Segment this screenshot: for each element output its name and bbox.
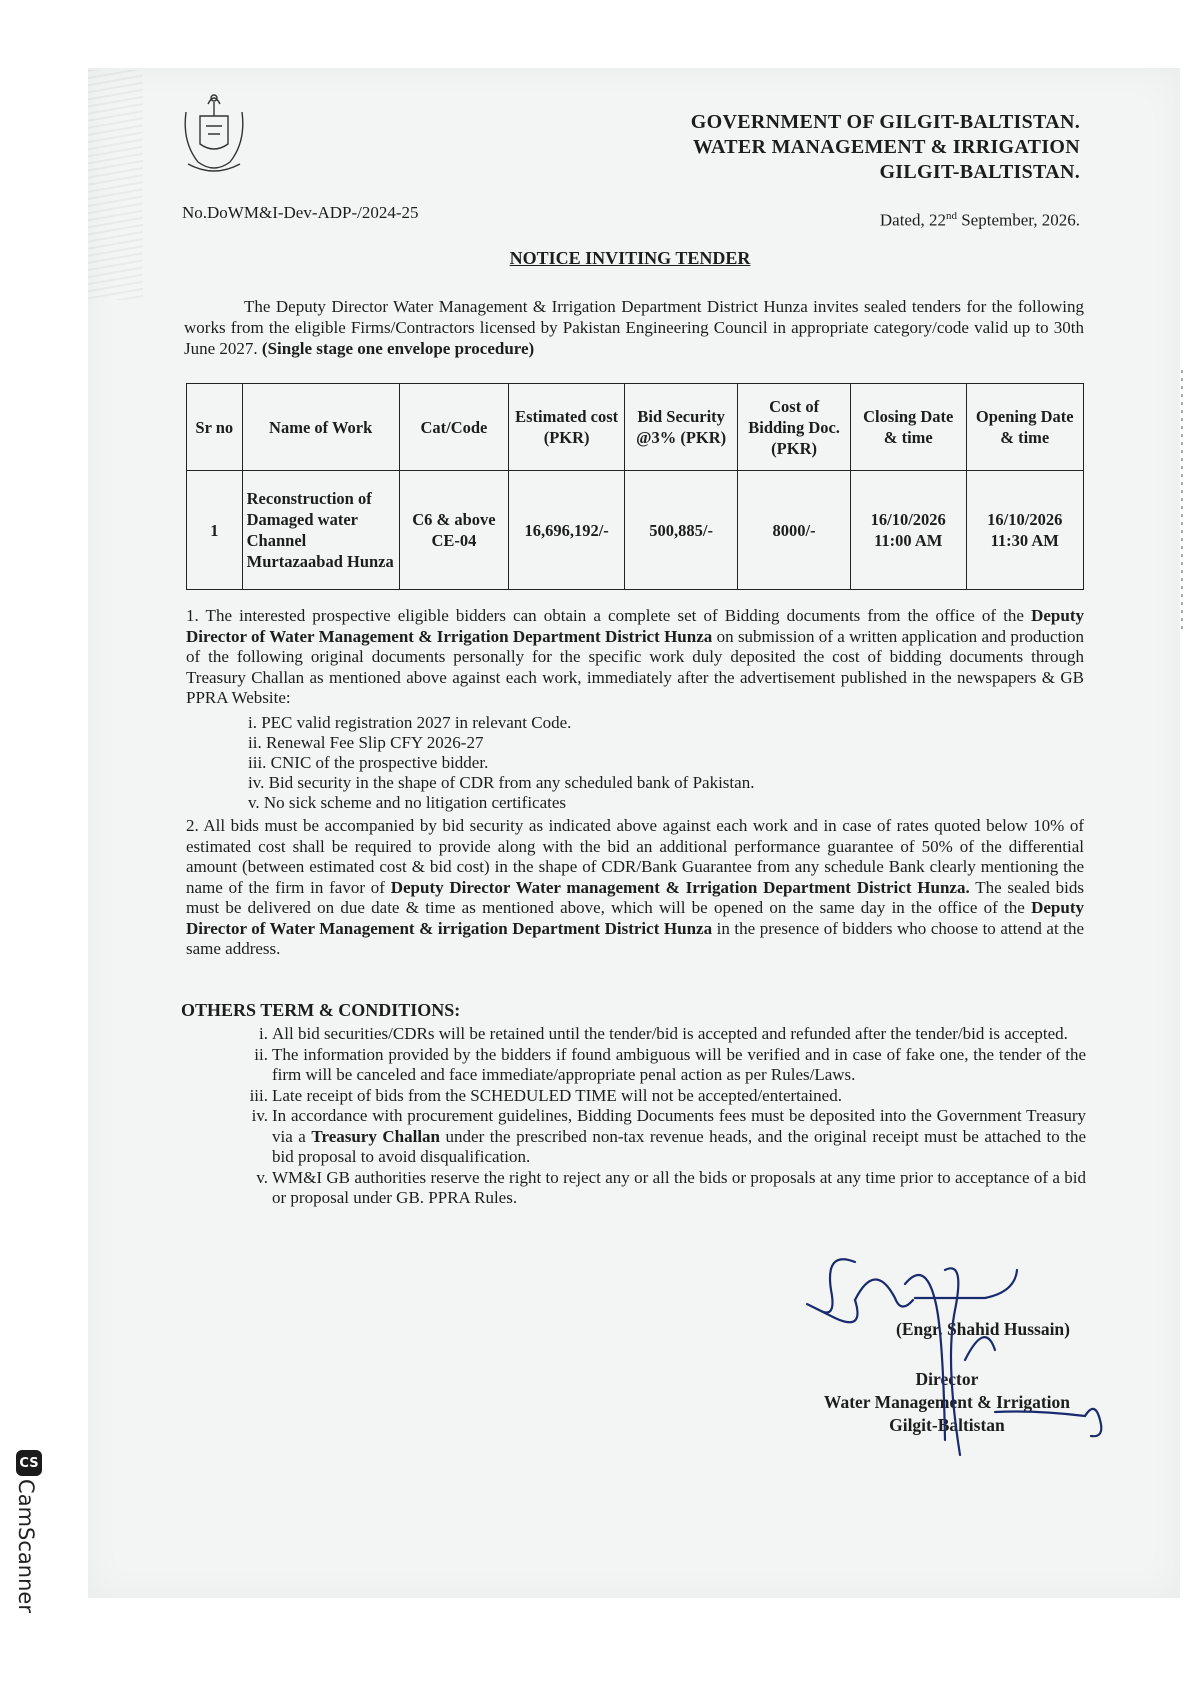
signatory-name: (Engr. Shahid Hussain) [896, 1319, 1070, 1339]
condition-text: All bid securities/CDRs will be retained until the tender/bid is accepted and refunded after the tender/bid is accepted. [272, 1024, 1068, 1043]
department-header [691, 110, 1080, 185]
list-item [246, 1106, 1086, 1168]
condition-text [272, 1106, 1086, 1168]
header-line-government: GOVERNMENT OF GILGIT-BALTISTAN. [690, 111, 1080, 133]
cell-cat: C6 & above CE-04 [399, 471, 508, 590]
cell-estimated: 16,696,192/- [509, 471, 625, 590]
col-header-closing: Closing Date & time [850, 384, 966, 471]
notice-title: NOTICE INVITING TENDER [509, 248, 751, 268]
condition-text: Late receipt of bids from the SCHEDULED TIME will not be accepted/entertained. [272, 1085, 842, 1105]
para2-text-c: The sealed bids must be delivered on due date & time as mentioned above, which will be opened on the same day in the office of the [186, 877, 1084, 917]
col-header-opening: Opening Date & time [966, 384, 1084, 471]
date-rest: September, 2026. [956, 210, 1080, 230]
list-item [246, 1045, 1086, 1086]
list-item: ii. Renewal Fee Slip CFY 2026-27 [248, 733, 484, 752]
para2-office: Deputy Director of Water Management & irrigation Department District Hunza [186, 898, 1084, 938]
para2-favor: Deputy Director Water management & Irrigation Department District Hunza. [390, 877, 970, 897]
col-header-work: Name of Work [242, 384, 399, 471]
handwritten-signature [795, 1240, 1115, 1460]
intro-procedure: (Single stage one envelope procedure) [261, 339, 535, 358]
condition-text-c: under the prescribed non-tax revenue heads, and the original receipt must be attached to the bid proposal to avoid disqualification. [272, 1126, 1087, 1166]
paragraph-1 [186, 606, 1084, 709]
para2-text-a: 2. All bids must be accompanied by bid security as indicated above against each work and in case of rates quoted below 10% of estimated cost shall be required to provide along with the bid an additional performance guarantee of 50% of the differential amount (between estimated cost & bid cost) in the shape of CDR/Bank Guarantee from any schedule Bank clearly mentioning the name of the firm in favor of [186, 816, 1084, 897]
condition-text: WM&I GB authorities reserve the right to reject any or all the bids or proposals at any time prior to acceptance of a bid or proposal under GB. PPRA Rules. [272, 1167, 1086, 1207]
closing-time: 11:00 AM [874, 531, 943, 550]
col-header-cat: Cat/Code [399, 384, 508, 471]
signatory-place: Gilgit-Baltistan [889, 1415, 1005, 1435]
conditions-list [246, 1024, 1086, 1209]
header-line-region: GILGIT-BALTISTAN. [879, 161, 1080, 183]
table-header-row [187, 384, 1084, 471]
condition-number: iii. [249, 1085, 268, 1105]
others-terms-title: OTHERS TERM & CONDITIONS: [181, 1000, 461, 1020]
date-suffix-sup: nd [945, 210, 957, 222]
condition-number: ii. [254, 1044, 268, 1064]
opening-time: 11:30 AM [990, 531, 1059, 550]
condition-number: i. [259, 1024, 268, 1043]
para1-office: Deputy Director of Water Management & Irrigation Department District Hunza [186, 606, 1084, 646]
signatory-department: Water Management & Irrigation [823, 1392, 1070, 1412]
camscanner-watermark: CamScanner [14, 1479, 38, 1613]
list-item: i. PEC valid registration 2027 in relevant Code. [248, 713, 572, 732]
government-emblem-logo [178, 82, 250, 178]
date-prefix: Dated, 22 [879, 210, 946, 230]
intro-paragraph [184, 296, 1084, 359]
para2-text-e: in the presence of bidders who choose to attend at the same address. [186, 918, 1084, 958]
list-item [246, 1168, 1086, 1209]
list-item: iii. CNIC of the prospective bidder. [248, 753, 489, 772]
condition-treasury: Treasury Challan [311, 1126, 441, 1146]
list-item: v. No sick scheme and no litigation certificates [248, 793, 567, 812]
list-item: iv. Bid security in the shape of CDR from any scheduled bank of Pakistan. [248, 773, 755, 792]
condition-number: v. [256, 1167, 268, 1187]
list-item [246, 1086, 1086, 1107]
date-line [880, 210, 1080, 231]
scan-edge-mark [1181, 370, 1183, 630]
closing-date: 16/10/2026 [870, 510, 946, 529]
cell-security: 500,885/- [625, 471, 738, 590]
cell-cost-doc: 8000/- [738, 471, 851, 590]
required-documents-list [248, 713, 754, 813]
para1-text-a: 1. The interested prospective eligible bidders can obtain a complete set of Bidding documents from the office of the [186, 606, 1024, 625]
cell-sr: 1 [187, 471, 243, 590]
col-header-sr: Sr no [187, 384, 243, 471]
list-item [246, 1024, 1086, 1045]
intro-text: The Deputy Director Water Management & Irrigation Department District Hunza invites sealed tenders for the following works from the eligible Firms/Contractors licensed by Pakistan Engineering Council in appropriate category/code valid up to 30th June 2027. [184, 297, 1084, 358]
tender-table [186, 383, 1084, 590]
table-row [187, 471, 1084, 590]
signatory-designation: Director [915, 1369, 979, 1389]
condition-text-a: In accordance with procurement guidelines, Bidding Documents fees must be deposited into the Government Treasury via a [272, 1106, 1086, 1146]
para1-text-c: on submission of a written application and production of the following original documents personally for the specific work duly deposited the cost of bidding documents through Treasury Challan as mentioned above against each work, immediately after the advertisement published in the newspapers & GB PPRA Website: [186, 626, 1085, 707]
opening-date: 16/10/2026 [987, 510, 1063, 529]
condition-number: iv. [251, 1106, 268, 1125]
reference-number: No.DoWM&I-Dev-ADP-/2024-25 [182, 203, 419, 222]
condition-text: The information provided by the bidders if found ambiguous will be verified and in case of fake one, the tender of the firm will be canceled and face immediate/appropriate penal action as per Rules/Laws. [272, 1044, 1086, 1084]
cell-closing [850, 471, 966, 590]
camscanner-logo-icon: CS [16, 1450, 42, 1476]
col-header-security: Bid Security @3% (PKR) [625, 384, 738, 471]
col-header-cost-doc: Cost of Bidding Doc. (PKR) [738, 384, 851, 471]
paragraph-2 [186, 816, 1084, 960]
cell-work: Reconstruction of Damaged water Channel Murtazaabad Hunza [242, 471, 399, 590]
header-line-department: WATER MANAGEMENT & IRRIGATION [692, 136, 1080, 158]
cell-opening [966, 471, 1084, 590]
col-header-estimated: Estimated cost (PKR) [509, 384, 625, 471]
